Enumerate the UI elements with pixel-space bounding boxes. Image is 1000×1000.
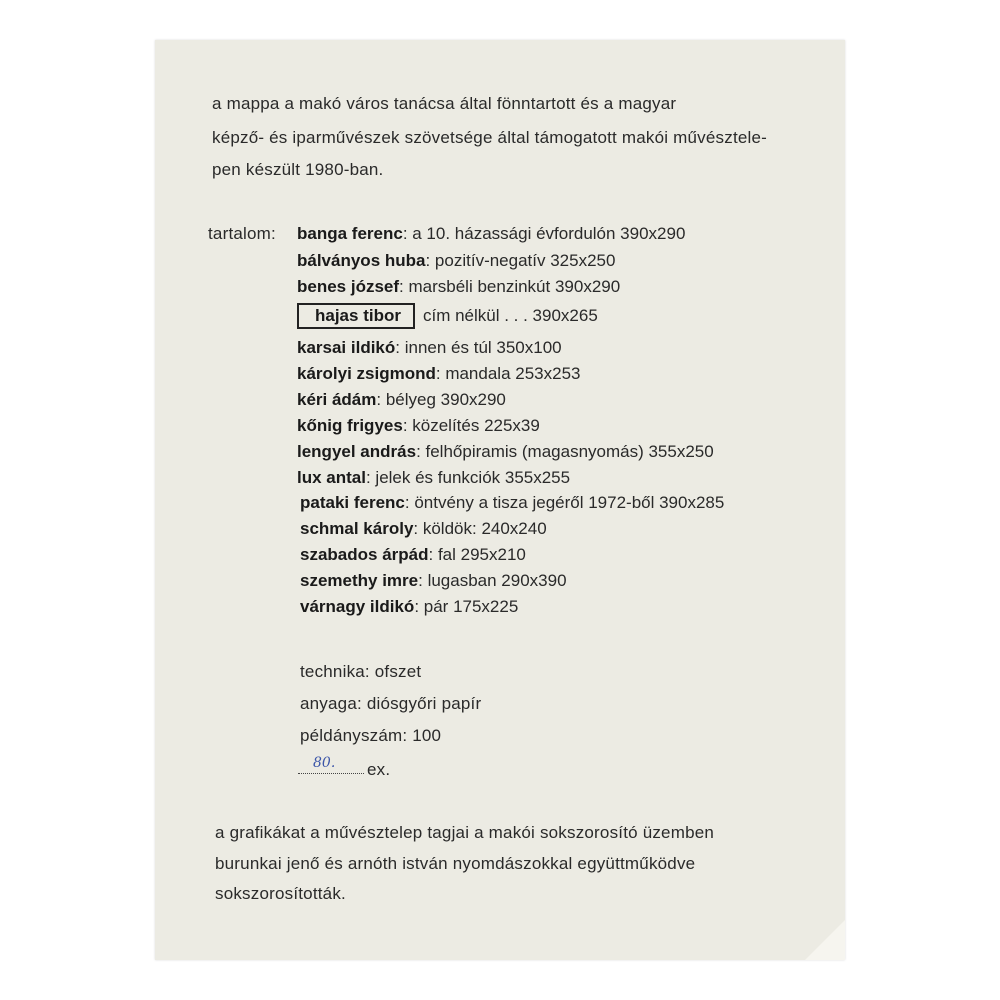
contents-entry: [300, 571, 567, 591]
work-title: : a 10. házassági évfordulón 390x290: [402, 224, 686, 243]
work-title: : pár 175x225: [414, 597, 519, 616]
contents-entry: [297, 277, 620, 297]
artist-name: szabados árpád: [300, 545, 429, 564]
artist-name: banga ferenc: [297, 224, 403, 243]
artist-name: benes józsef: [297, 277, 400, 296]
contents-entry: [297, 338, 562, 358]
artist-name: károlyi zsigmond: [297, 364, 436, 383]
material-line: anyaga: diósgyőri papír: [300, 694, 482, 713]
artist-name: lengyel andrás: [297, 442, 417, 461]
contents-entry: [297, 364, 580, 384]
work-title: : fal 295x210: [428, 545, 526, 564]
dotted-fill-line: [298, 773, 364, 774]
closing-line-2: burunkai jenő és arnóth istván nyomdászokkal együttműködve: [215, 854, 696, 873]
artist-name: karsai ildikó: [297, 338, 396, 357]
contents-entry: [300, 519, 547, 539]
work-title: : jelek és funkciók 355x255: [365, 468, 571, 487]
work-title: : felhőpiramis (magasnyomás) 355x250: [416, 442, 714, 461]
artist-name: szemethy imre: [300, 571, 419, 590]
work-title: : mandala 253x253: [435, 364, 581, 383]
work-title: : innen és túl 350x100: [395, 338, 562, 357]
contents-label: tartalom:: [208, 224, 276, 243]
artist-name: kőnig frigyes: [297, 416, 403, 435]
technique-line: technika: ofszet: [300, 662, 422, 681]
intro-line-3: pen készült 1980-ban.: [212, 160, 384, 179]
paper-corner-fold: [805, 920, 845, 960]
work-title: : köldök: 240x240: [413, 519, 547, 538]
contents-entry: [297, 224, 685, 244]
artist-name: bálványos huba: [297, 251, 426, 270]
contents-entry: [300, 597, 518, 617]
work-title: : közelítés 225x39: [402, 416, 540, 435]
contents-entry: [297, 416, 540, 436]
edition-size-line: példányszám: 100: [300, 726, 442, 745]
contents-entry: [297, 442, 714, 462]
artist-name: várnagy ildikó: [300, 597, 415, 616]
closing-line-3: sokszorosították.: [215, 884, 346, 903]
work-title: : marsbéli benzinkút 390x290: [399, 277, 621, 296]
closing-line-1: a grafikákat a művésztelep tagjai a makói sokszorosító üzemben: [215, 823, 715, 842]
handwritten-copy-number: 80.: [313, 755, 336, 771]
intro-line-1: a mappa a makó város tanácsa által fönntartott és a magyar: [212, 94, 677, 113]
work-title: : pozitív-negatív 325x250: [425, 251, 616, 270]
ex-label: ex.: [367, 760, 391, 779]
artist-name-boxed: hajas tibor: [297, 303, 415, 329]
contents-entry: [297, 303, 598, 329]
artist-name: kéri ádám: [297, 390, 377, 409]
artist-name: schmal károly: [300, 519, 414, 538]
artist-name: pataki ferenc: [300, 493, 405, 512]
work-title: : bélyeg 390x290: [376, 390, 506, 409]
work-title: : öntvény a tisza jegéről 1972-ből 390x285: [404, 493, 725, 512]
contents-entry: [300, 493, 724, 513]
work-title: cím nélkül . . . 390x265: [422, 306, 598, 325]
contents-entry: [297, 390, 506, 410]
contents-entry: [297, 468, 570, 488]
artist-name: lux antal: [297, 468, 366, 487]
work-title: : lugasban 290x390: [418, 571, 567, 590]
contents-entry: [300, 545, 526, 565]
contents-entry: [297, 251, 615, 271]
intro-line-2: képző- és iparművészek szövetsége által támogatott makói művésztele-: [212, 128, 768, 147]
